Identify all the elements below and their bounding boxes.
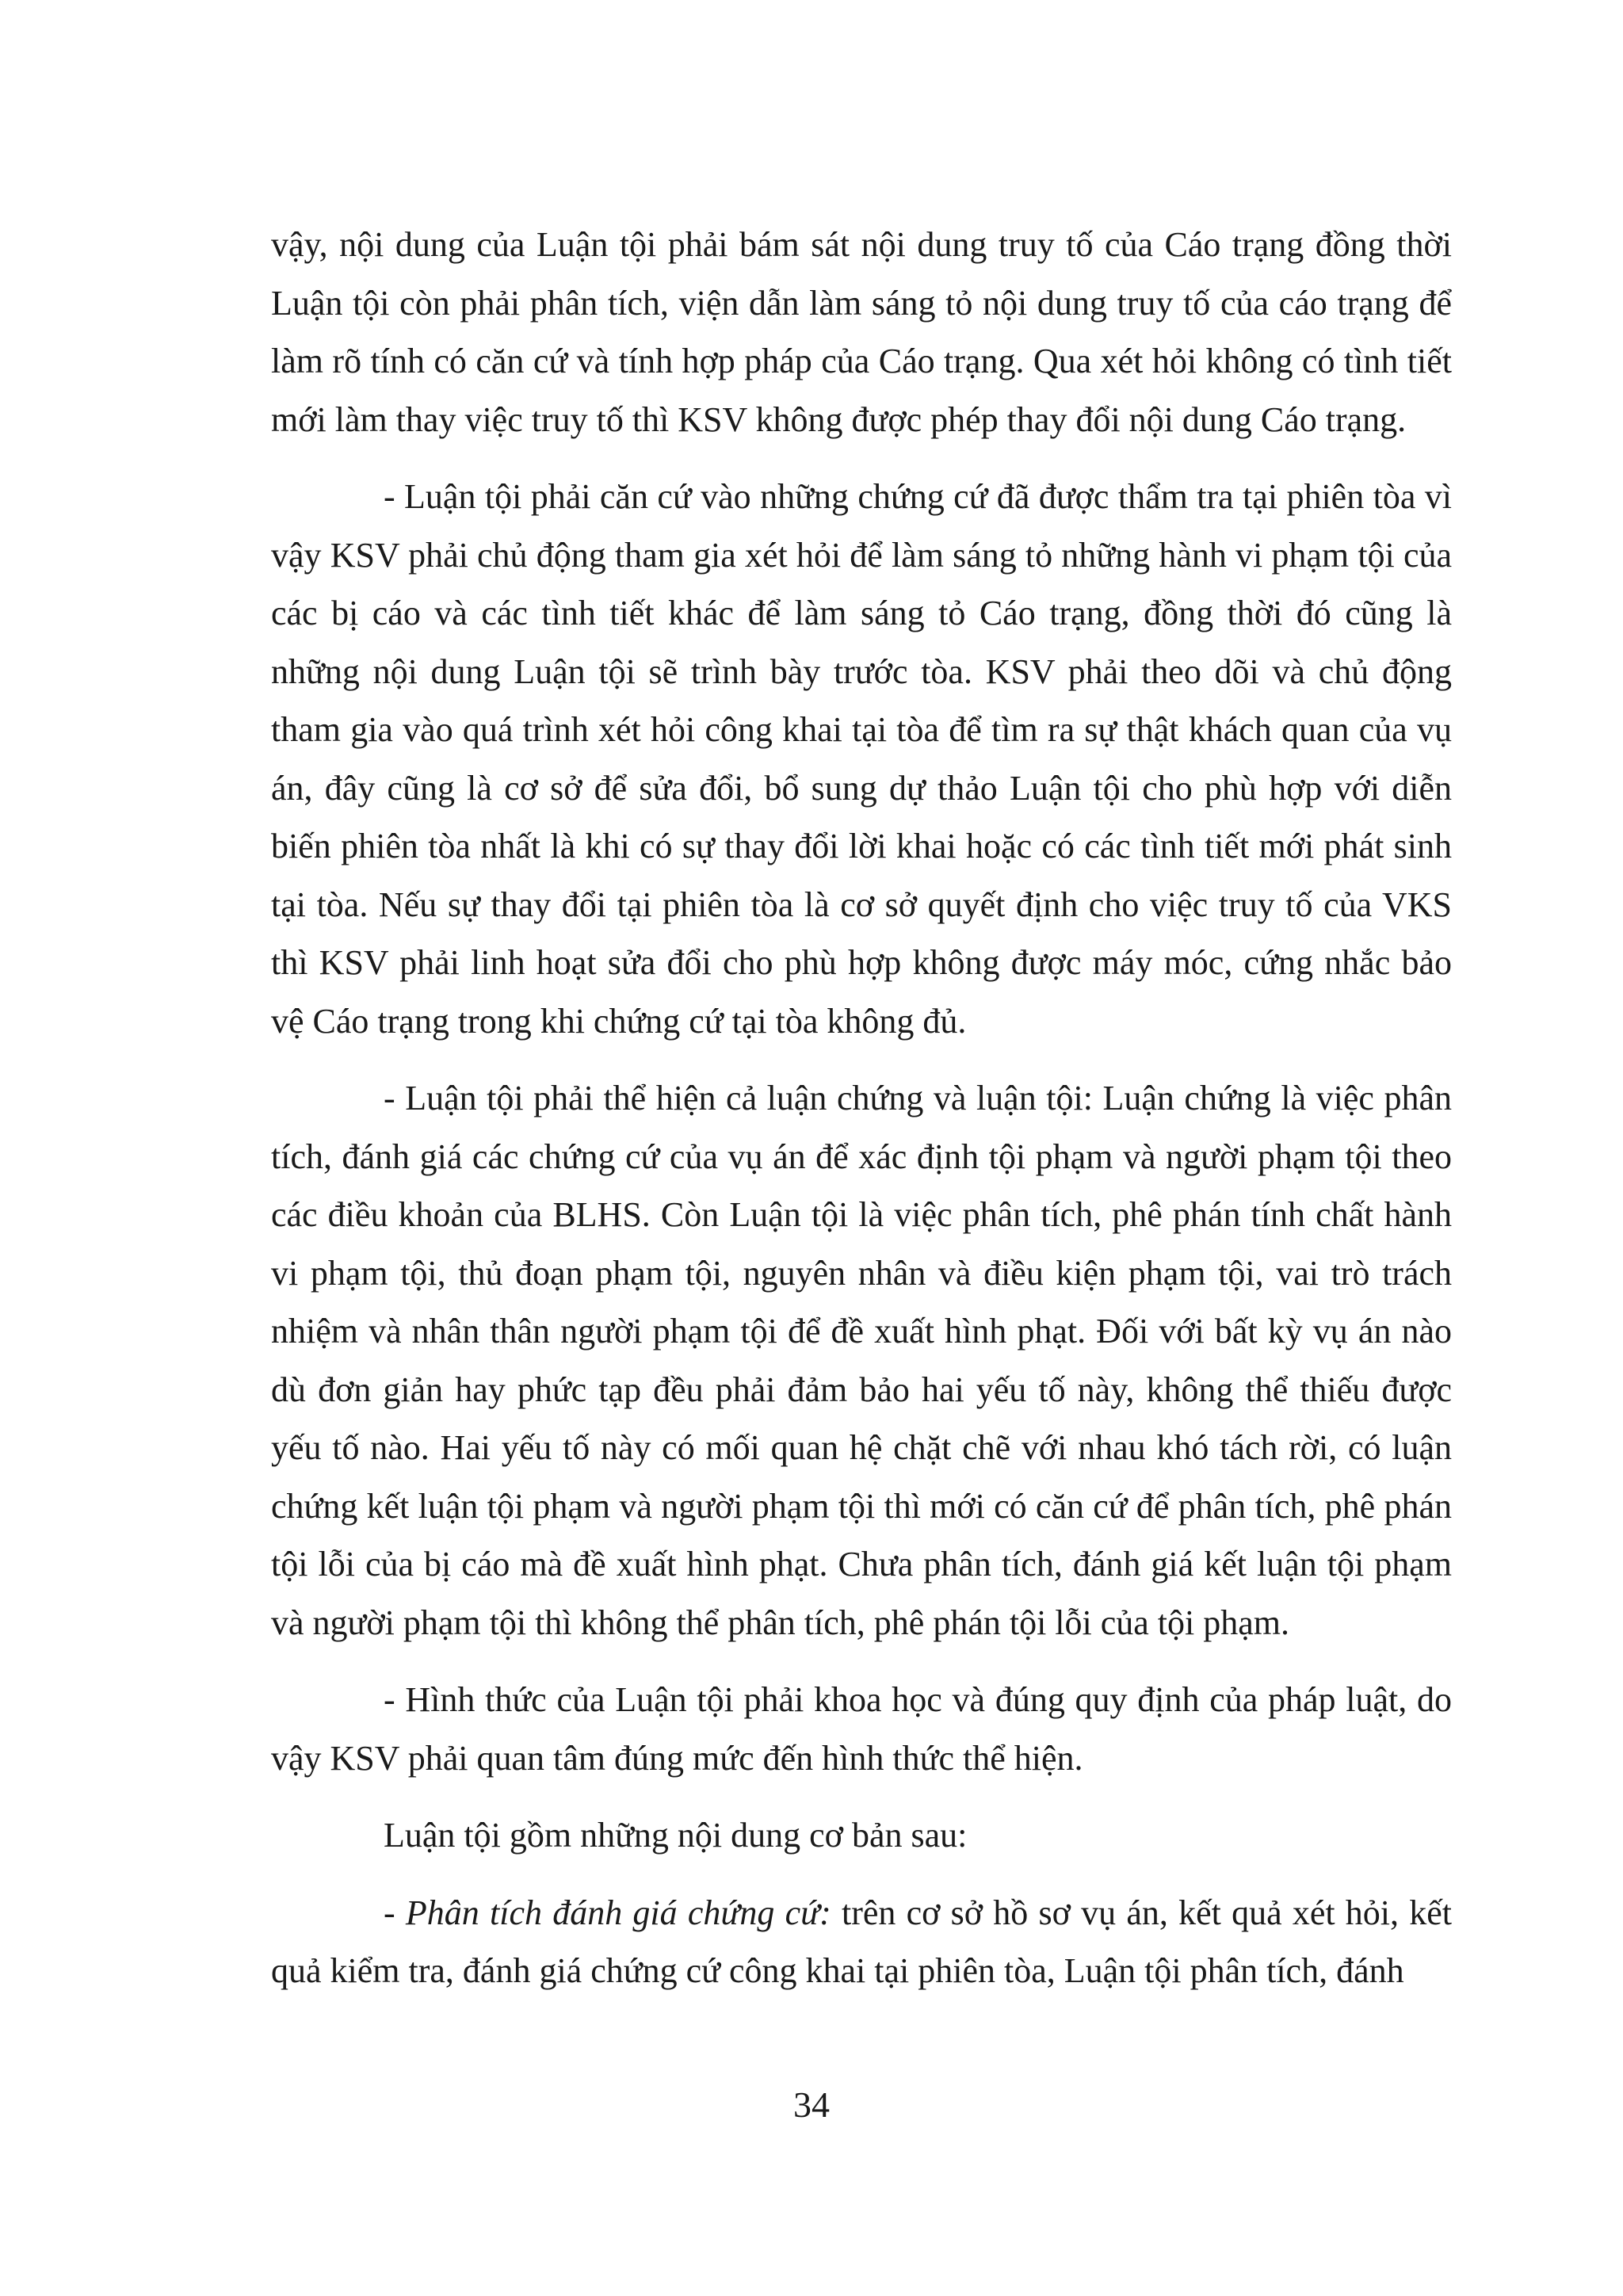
page-number: 34: [793, 2084, 830, 2125]
paragraph-evidence-analysis: [271, 1884, 1452, 2000]
paragraph-continuation: vậy, nội dung của Luận tội phải bám sát nội dung truy tố của Cáo trạng đồng thời Luận tội còn phải phân tích, viện dẫn làm sáng tỏ nội dung truy tố của cáo trạng để làm rõ tính có căn cứ và tính hợp pháp của Cáo trạng. Qua xét hỏi không có tình tiết mới làm thay việc truy tố thì KSV không được phép thay đổi nội dung Cáo trạng.: [271, 225, 1452, 439]
body-text: [271, 216, 1452, 2019]
italic-heading: Phân tích đánh giá chứng cứ:: [405, 1893, 831, 1932]
paragraph-argument-and-accusation: - Luận tội phải thể hiện cả luận chứng và luận tội: Luận chứng là việc phân tích, đánh giá các chứng cứ của vụ án để xác định tội phạm và người phạm tội theo các điều khoản của BLHS. Còn Luận tội là việc phân tích, phê phán tính chất hành vi phạm tội, thủ đoạn phạm tội, nguyên nhân và điều kiện phạm tội, vai trò trách nhiệm và nhân thân người phạm tội để đề xuất hình phạt. Đối với bất kỳ vụ án nào dù đơn giản hay phức tạp đều phải đảm bảo hai yếu tố này, không thể thiếu được yếu tố nào. Hai yếu tố này có mối quan hệ chặt chẽ với nhau khó tách rời, có luận chứng kết luận tội phạm và người phạm tội thì mới có căn cứ để phân tích, phê phán tội lỗi của bị cáo mà đề xuất hình phạt. Chưa phân tích, đánh giá kết luận tội phạm và người phạm tội thì không thể phân tích, phê phán tội lỗi của tội phạm.: [271, 1079, 1452, 1642]
list-dash: -: [384, 1893, 406, 1932]
paragraph-body: trên cơ sở hồ sơ vụ án, kết quả xét hỏi, kết quả kiểm tra, đánh giá chứng cứ công khai tại phiên tòa, Luận tội phân tích, đánh: [271, 1893, 1453, 1990]
paragraph-evidence-basis: - Luận tội phải căn cứ vào những chứng cứ đã được thẩm tra tại phiên tòa vì vậy KSV phải chủ động tham gia xét hỏi để làm sáng tỏ những hành vi phạm tội của các bị cáo và các tình tiết khác để làm sáng tỏ Cáo trạng, đồng thời đó cũng là những nội dung Luận tội sẽ trình bày trước tòa. KSV phải theo dõi và chủ động tham gia vào quá trình xét hỏi công khai tại tòa để tìm ra sự thật khách quan của vụ án, đây cũng là cơ sở để sửa đổi, bổ sung dự thảo Luận tội cho phù hợp với diễn biến phiên tòa nhất là khi có sự thay đổi lời khai hoặc có các tình tiết mới phát sinh tại tòa. Nếu sự thay đổi tại phiên tòa là cơ sở quyết định cho việc truy tố của VKS thì KSV phải linh hoạt sửa đổi cho phù hợp không được máy móc, cứng nhắc bảo vệ Cáo trạng trong khi chứng cứ tại tòa không đủ.: [271, 477, 1452, 1041]
paragraph-form-requirements: - Hình thức của Luận tội phải khoa học và đúng quy định của pháp luật, do vậy KSV phải quan tâm đúng mức đến hình thức thể hiện.: [271, 1680, 1452, 1778]
paragraph-contents-intro: Luận tội gồm những nội dung cơ bản sau:: [384, 1816, 968, 1855]
